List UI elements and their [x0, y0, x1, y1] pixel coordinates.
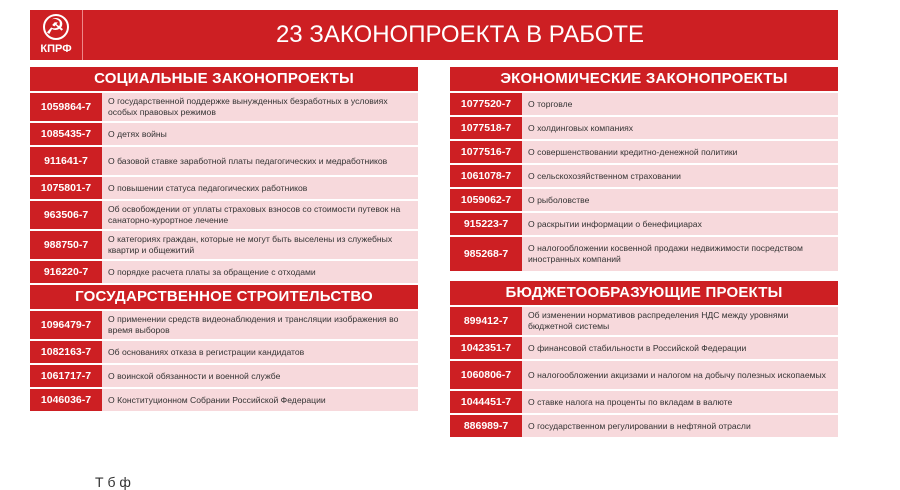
logo-text: КПРФ [40, 43, 72, 55]
bill-row [450, 189, 838, 211]
bill-number: 985268-7 [450, 237, 522, 271]
bill-number: 1060806-7 [450, 361, 522, 389]
bill-row [30, 389, 418, 411]
bill-row [30, 231, 418, 259]
bill-number: 1085435-7 [30, 123, 102, 145]
right-column [450, 67, 838, 439]
bill-title: О государственной поддержке вынужденных безработных в условиях особых правовых режимов [108, 96, 388, 117]
bill-row [30, 201, 418, 229]
bill-row [450, 361, 838, 389]
bill-row [30, 177, 418, 199]
bill-number: 886989-7 [450, 415, 522, 437]
bill-number: 911641-7 [30, 147, 102, 175]
bill-row [30, 311, 418, 339]
bill-number: 1059864-7 [30, 93, 102, 121]
bill-row [30, 341, 418, 363]
bill-row [450, 117, 838, 139]
bill-row [450, 337, 838, 359]
bill-number: 988750-7 [30, 231, 102, 259]
bill-number: 1044451-7 [450, 391, 522, 413]
bill-title: О налогообложении косвенной продажи недвижимости посредством иностранных компаний [528, 243, 803, 264]
bill-title: О рыболовстве [528, 194, 590, 205]
bill-row [450, 237, 838, 271]
bill-number: 1061717-7 [30, 365, 102, 387]
left-column [30, 67, 418, 413]
bill-row [450, 415, 838, 437]
bill-title: О государственном регулировании в нефтяной отрасли [528, 420, 751, 431]
section-title-economic: ЭКОНОМИЧЕСКИЕ ЗАКОНОПРОЕКТЫ [450, 67, 838, 91]
bill-row [30, 93, 418, 121]
bill-title: О налогообложении акцизами и налогом на добычу полезных ископаемых [528, 369, 826, 380]
bill-row [450, 93, 838, 115]
bill-number: 1061078-7 [450, 165, 522, 187]
bill-number: 963506-7 [30, 201, 102, 229]
bill-title: О торговле [528, 98, 573, 109]
bill-title: О совершенствовании кредитно-денежной политики [528, 146, 738, 157]
bill-row [450, 213, 838, 235]
bill-number: 1077520-7 [450, 93, 522, 115]
bill-title: О ставке налога на проценты по вкладам в валюте [528, 396, 733, 407]
bill-number: 1082163-7 [30, 341, 102, 363]
bill-row [450, 307, 838, 335]
section-title-state: ГОСУДАРСТВЕННОЕ СТРОИТЕЛЬСТВО [30, 285, 418, 309]
bill-row [450, 165, 838, 187]
bill-title: О воинской обязанности и военной службе [108, 370, 281, 381]
bill-title: О финансовой стабильности в Российской Федерации [528, 342, 747, 353]
bill-title: О раскрытии информации о бенефициарах [528, 218, 702, 229]
bill-title: О базовой ставке заработной платы педагогических и медработников [108, 155, 388, 166]
bill-number: 1059062-7 [450, 189, 522, 211]
bill-number: 1042351-7 [450, 337, 522, 359]
bill-title: О категориях граждан, которые не могут быть выселены из служебных квартир и общежитий [108, 234, 393, 255]
bill-title: Об освобождении от уплаты страховых взносов со стоимости путевок на санаторно-курортное лечение [108, 204, 401, 225]
bill-title: О порядке расчета платы за обращение с отходами [108, 266, 316, 277]
bill-title: О детях войны [108, 128, 167, 139]
bill-title: О Конституционном Собрании Российской Федерации [108, 394, 326, 405]
party-logo [30, 10, 83, 60]
hammer-sickle-icon: ☭ [45, 14, 65, 39]
bill-number: 1075801-7 [30, 177, 102, 199]
bill-number: 915223-7 [450, 213, 522, 235]
bill-number: 1046036-7 [30, 389, 102, 411]
bill-row [30, 123, 418, 145]
bill-row [30, 147, 418, 175]
bill-row [30, 261, 418, 283]
bill-title: Об основаниях отказа в регистрации кандидатов [108, 346, 305, 357]
bill-row [450, 141, 838, 163]
bill-row [450, 391, 838, 413]
bill-title: О холдинговых компаниях [528, 122, 634, 133]
bill-number: 899412-7 [450, 307, 522, 335]
bill-title: Об изменении нормативов распределения НДС между уровнями бюджетной системы [528, 310, 789, 331]
section-title-budget: БЮДЖЕТООБРАЗУЮЩИЕ ПРОЕКТЫ [450, 281, 838, 305]
bill-number: 1077516-7 [450, 141, 522, 163]
page-title: 23 ЗАКОНОПРОЕКТА В РАБОТЕ [275, 21, 645, 48]
bill-title: О сельскохозяйственном страховании [528, 170, 681, 181]
section-title-social: СОЦИАЛЬНЫЕ ЗАКОНОПРОЕКТЫ [30, 67, 418, 91]
bill-number: 1096479-7 [30, 311, 102, 339]
bill-row [30, 365, 418, 387]
bill-title: О применении средств видеонаблюдения и трансляции изображения во время выборов [108, 314, 399, 335]
bill-number: 1077518-7 [450, 117, 522, 139]
bill-title: О повышении статуса педагогических работников [108, 182, 308, 193]
cut-off-caption: Т б ф [95, 474, 131, 490]
bill-number: 916220-7 [30, 261, 102, 283]
